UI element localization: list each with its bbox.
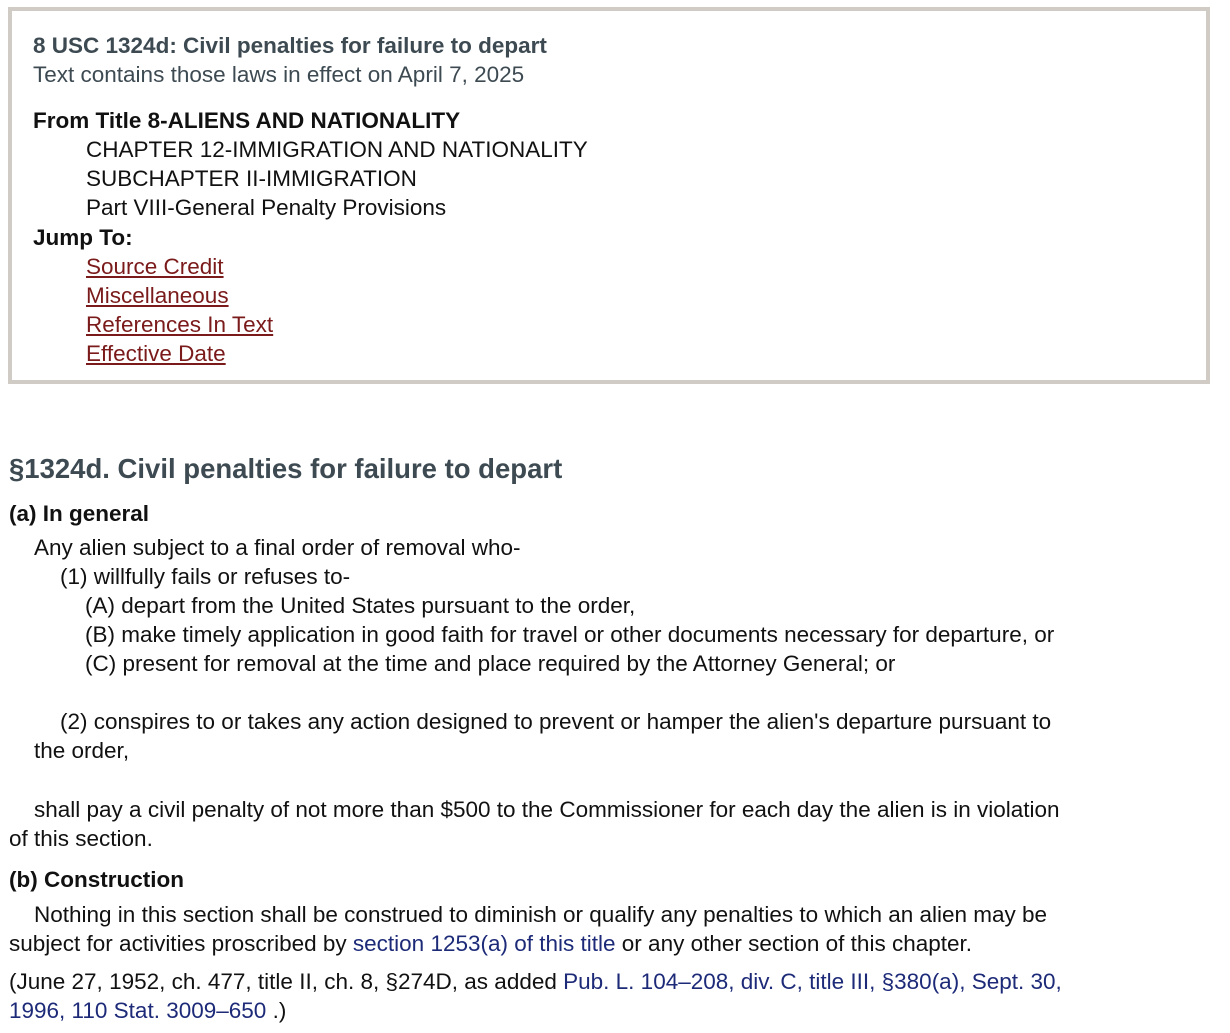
construction-line-1: Nothing in this section shall be construed to diminish or qualify any penalties to which an alien may be — [34, 902, 1048, 927]
penalty-clause-line-1: shall pay a civil penalty of not more than $500 to the Commissioner for each day the alien is in violation — [34, 797, 1060, 822]
source-credit-close: .) — [266, 998, 287, 1023]
penalty-clause-line-2: of this section. — [9, 826, 153, 851]
jump-to-label: Jump To: — [33, 225, 133, 250]
jump-link-effective-date[interactable]: Effective Date — [86, 341, 226, 366]
subparagraph-c: (C) present for removal at the time and place required by the Attorney General; or — [85, 651, 896, 676]
document-subtitle: Text contains those laws in effect on April 7, 2025 — [33, 62, 525, 87]
subparagraph-a: (A) depart from the United States pursuant to the order, — [85, 593, 636, 618]
subparagraph-b: (B) make timely application in good faith for travel or other documents necessary for departure, or — [85, 622, 1055, 647]
subsection-b-heading: (b) Construction — [9, 867, 184, 892]
statute-link[interactable]: 1996, 110 Stat. 3009–650 — [9, 998, 267, 1023]
subchapter-heading: SUBCHAPTER II-IMMIGRATION — [86, 166, 417, 191]
paragraph-1: (1) willfully fails or refuses to- — [60, 564, 351, 589]
construction-line-2 — [9, 929, 972, 958]
construction-text-before-link: subject for activities proscribed by — [9, 931, 353, 956]
jump-link-miscellaneous[interactable]: Miscellaneous — [86, 283, 229, 308]
source-credit-line-2 — [9, 996, 286, 1025]
public-law-link[interactable]: Pub. L. 104–208, div. C, title III, §380(a), Sept. 30, — [563, 969, 1062, 994]
construction-text-after-link: or any other section of this chapter. — [615, 931, 972, 956]
part-heading: Part VIII-General Penalty Provisions — [86, 195, 447, 220]
title-heading: From Title 8-ALIENS AND NATIONALITY — [33, 108, 461, 133]
source-credit-line-1 — [9, 967, 1062, 996]
source-credit-text: (June 27, 1952, ch. 477, title II, ch. 8, §274D, as added — [9, 969, 564, 994]
document-title: 8 USC 1324d: Civil penalties for failure to depart — [33, 33, 547, 58]
document-header-box — [8, 7, 1210, 384]
subsection-a-intro: Any alien subject to a final order of removal who- — [34, 535, 521, 560]
subsection-a-heading: (a) In general — [9, 501, 150, 526]
jump-link-source-credit[interactable]: Source Credit — [86, 254, 224, 279]
paragraph-2-line-2: the order, — [34, 738, 130, 763]
jump-link-references-in-text[interactable]: References In Text — [86, 312, 274, 337]
chapter-heading: CHAPTER 12-IMMIGRATION AND NATIONALITY — [86, 137, 588, 162]
section-heading: §1324d. Civil penalties for failure to depart — [9, 453, 563, 484]
paragraph-2-line-1: (2) conspires to or takes any action designed to prevent or hamper the alien's departure pursuant to — [60, 709, 1052, 734]
section-1253a-link[interactable]: section 1253(a) of this title — [352, 931, 616, 956]
